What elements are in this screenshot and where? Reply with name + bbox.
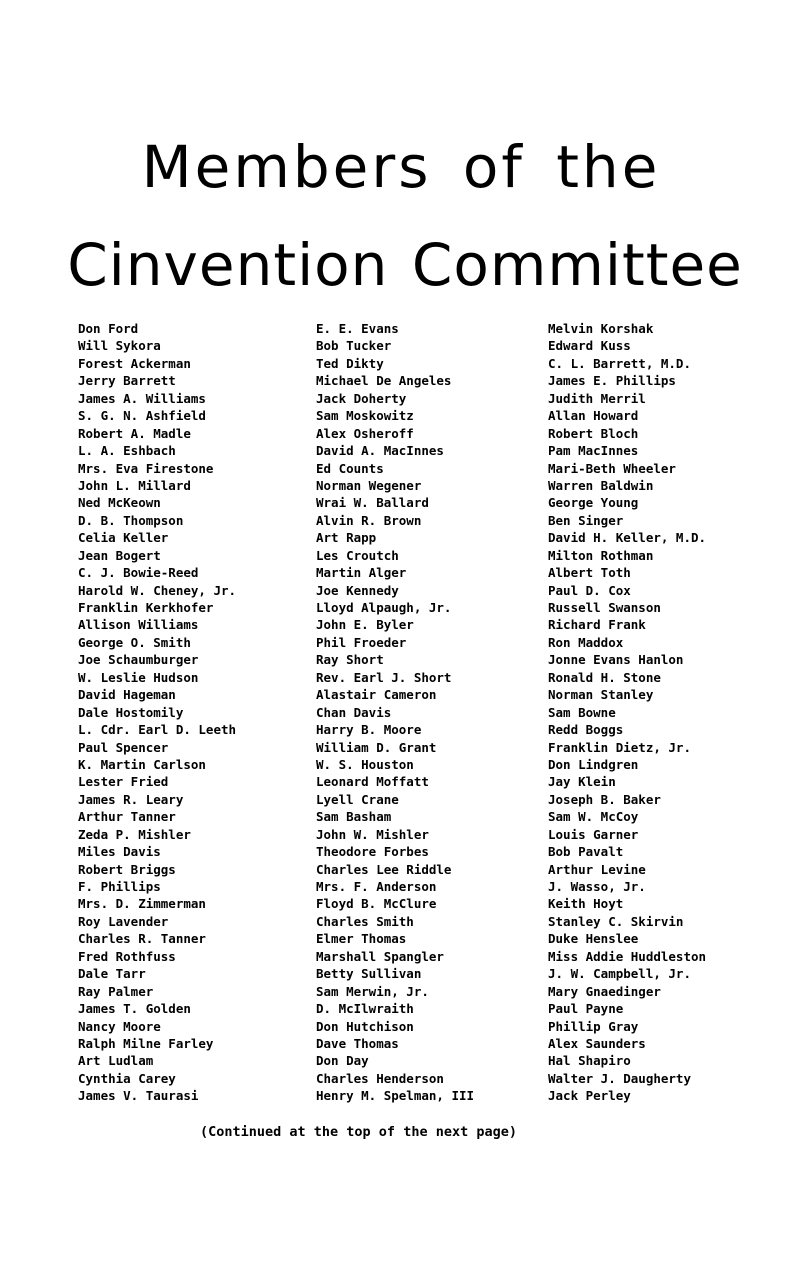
member-name: Norman Wegener — [316, 477, 422, 493]
member-name: Jay Klein — [548, 774, 616, 790]
member-name: Alex Osheroff — [316, 425, 414, 441]
member-name: Milton Rothman — [548, 547, 654, 563]
member-column-1 — [78, 320, 236, 1105]
member-name: John E. Byler — [316, 617, 414, 633]
member-name: Celia Keller — [78, 530, 169, 546]
member-name: Ron Maddox — [548, 634, 624, 650]
member-name: Miss Addie Huddleston — [548, 948, 707, 964]
member-name: Joseph B. Baker — [548, 791, 661, 807]
member-name: Redd Boggs — [548, 722, 624, 738]
member-name: David A. MacInnes — [316, 443, 444, 459]
member-name: James A. Williams — [78, 390, 206, 406]
member-name: Phillip Gray — [548, 1018, 639, 1034]
member-name: Fred Rothfuss — [78, 948, 176, 964]
member-name: Franklin Kerkhofer — [78, 600, 214, 615]
member-name: Louis Garner — [548, 826, 639, 842]
continuation-note: (Continued at the top of the next page) — [200, 1124, 517, 1140]
member-name: L. A. Eshbach — [78, 443, 176, 459]
member-name: Don Hutchison — [316, 1018, 414, 1034]
member-name: Robert Briggs — [78, 861, 176, 877]
member-name: Dave Thomas — [316, 1035, 399, 1051]
member-name: Alvin R. Brown — [316, 512, 422, 528]
member-name: Ronald H. Stone — [548, 669, 661, 685]
member-name: Sam W. McCoy — [548, 809, 639, 825]
member-name: Ray Palmer — [78, 983, 154, 999]
member-name: Alastair Cameron — [316, 687, 437, 703]
member-name: Jonne Evans Hanlon — [548, 652, 684, 668]
member-name: Art Ludlam — [78, 1053, 154, 1069]
member-name: Bob Pavalt — [548, 844, 624, 860]
member-name: James V. Taurasi — [78, 1088, 199, 1104]
member-name: Leonard Moffatt — [316, 774, 429, 790]
member-name: Ray Short — [316, 652, 384, 668]
member-name: James E. Phillips — [548, 373, 676, 389]
member-name: J. Wasso, Jr. — [548, 879, 646, 894]
member-name: J. W. Campbell, Jr. — [548, 966, 691, 982]
member-name: Richard Frank — [548, 617, 646, 633]
member-name: Hal Shapiro — [548, 1053, 631, 1069]
member-name: C. J. Bowie-Reed — [78, 565, 199, 581]
member-name: L. Cdr. Earl D. Leeth — [78, 722, 237, 738]
member-name: William D. Grant — [316, 739, 437, 755]
member-name: W. Leslie Hudson — [78, 669, 199, 685]
member-name: Duke Henslee — [548, 931, 639, 947]
member-name: Zeda P. Mishler — [78, 826, 191, 842]
member-name: Sam Bowne — [548, 704, 616, 720]
member-name: Floyd B. McClure — [316, 896, 437, 912]
member-name: Joe Schaumburger — [78, 652, 199, 668]
member-name: F. Phillips — [78, 879, 161, 894]
member-name: Elmer Thomas — [316, 931, 407, 947]
member-name: Jean Bogert — [78, 547, 161, 563]
member-name: Norman Stanley — [548, 687, 654, 703]
member-name: Lloyd Alpaugh, Jr. — [316, 600, 452, 615]
member-name: Sam Moskowitz — [316, 408, 414, 424]
member-name: Allison Williams — [78, 617, 199, 633]
member-name: Mrs. Eva Firestone — [78, 460, 214, 476]
member-name: Will Sykora — [78, 338, 161, 354]
member-name: Paul Spencer — [78, 739, 169, 755]
member-name: Melvin Korshak — [548, 321, 654, 336]
member-name: Don Day — [316, 1053, 369, 1069]
member-name: Mari-Beth Wheeler — [548, 460, 676, 476]
member-name: David H. Keller, M.D. — [548, 530, 707, 546]
member-name: Ned McKeown — [78, 495, 161, 511]
member-name: Warren Baldwin — [548, 477, 654, 493]
member-name: Theodore Forbes — [316, 844, 429, 860]
member-name: Alex Saunders — [548, 1035, 646, 1051]
member-name: James T. Golden — [78, 1001, 191, 1017]
member-name: Don Ford — [78, 321, 139, 336]
member-name: Paul D. Cox — [548, 582, 631, 598]
member-name: Sam Merwin, Jr. — [316, 983, 429, 999]
member-name: David Hageman — [78, 687, 176, 703]
member-name: Charles R. Tanner — [78, 931, 206, 947]
member-name: Charles Lee Riddle — [316, 861, 452, 877]
member-name: Nancy Moore — [78, 1018, 161, 1034]
member-name: Betty Sullivan — [316, 966, 422, 982]
member-name: John W. Mishler — [316, 826, 429, 842]
member-name: W. S. Houston — [316, 756, 414, 772]
member-name: Don Lindgren — [548, 756, 639, 772]
member-name: Chan Davis — [316, 704, 392, 720]
member-name: Sam Basham — [316, 809, 392, 825]
member-name: K. Martin Carlson — [78, 756, 206, 772]
member-name: Dale Tarr — [78, 966, 146, 982]
member-name: Edward Kuss — [548, 338, 631, 354]
member-name: Cynthia Carey — [78, 1070, 176, 1086]
member-column-2 — [316, 320, 474, 1105]
member-name: Miles Davis — [78, 844, 161, 860]
member-name: Arthur Levine — [548, 861, 646, 877]
member-name: Roy Lavender — [78, 913, 169, 929]
member-name: Les Croutch — [316, 547, 399, 563]
member-name: D. McIlwraith — [316, 1001, 414, 1017]
member-name: Robert Bloch — [548, 425, 639, 441]
member-name: Stanley C. Skirvin — [548, 913, 684, 929]
member-name: Allan Howard — [548, 408, 639, 424]
member-name: Phil Froeder — [316, 634, 407, 650]
member-name: Martin Alger — [316, 565, 407, 581]
member-name: Ted Dikty — [316, 355, 384, 371]
member-name: C. L. Barrett, M.D. — [548, 355, 691, 371]
member-name: Franklin Dietz, Jr. — [548, 739, 691, 755]
member-name: Jack Doherty — [316, 390, 407, 406]
member-name: Rev. Earl J. Short — [316, 669, 452, 685]
member-column-3 — [548, 320, 706, 1105]
member-name: Russell Swanson — [548, 600, 661, 615]
member-name: Albert Toth — [548, 565, 631, 581]
member-name: Lester Fried — [78, 774, 169, 790]
member-name: Mrs. F. Anderson — [316, 879, 437, 894]
member-name: Marshall Spangler — [316, 948, 444, 964]
member-name: Harry B. Moore — [316, 722, 422, 738]
member-name: James R. Leary — [78, 791, 184, 807]
member-name: Ben Singer — [548, 512, 624, 528]
member-name: D. B. Thompson — [78, 512, 184, 528]
member-name: Mary Gnaedinger — [548, 983, 661, 999]
member-name: Bob Tucker — [316, 338, 392, 354]
member-name: Charles Smith — [316, 913, 414, 929]
member-name: E. E. Evans — [316, 321, 399, 336]
member-name: Jerry Barrett — [78, 373, 176, 389]
member-name: Lyell Crane — [316, 791, 399, 807]
member-name: George O. Smith — [78, 634, 191, 650]
member-name: John L. Millard — [78, 477, 191, 493]
page-title-line-1: Members of the — [141, 133, 661, 201]
member-name: Paul Payne — [548, 1001, 624, 1017]
member-name: Forest Ackerman — [78, 355, 191, 371]
member-name: Jack Perley — [548, 1088, 631, 1104]
member-name: Walter J. Daugherty — [548, 1070, 691, 1086]
page-title-line-2: Cinvention Committee — [67, 231, 743, 299]
member-name: Ed Counts — [316, 460, 384, 476]
member-name: Mrs. D. Zimmerman — [78, 896, 206, 912]
member-name: George Young — [548, 495, 639, 511]
member-name: Keith Hoyt — [548, 896, 624, 912]
member-name: Henry M. Spelman, III — [316, 1088, 475, 1104]
member-name: Wrai W. Ballard — [316, 495, 429, 511]
member-name: Arthur Tanner — [78, 809, 176, 825]
member-name: Joe Kennedy — [316, 582, 399, 598]
member-name: Ralph Milne Farley — [78, 1035, 214, 1051]
member-name: Charles Henderson — [316, 1070, 444, 1086]
member-name: Dale Hostomily — [78, 704, 184, 720]
member-name: Robert A. Madle — [78, 425, 191, 441]
member-name: Michael De Angeles — [316, 373, 452, 389]
member-name: S. G. N. Ashfield — [78, 408, 206, 424]
member-name: Art Rapp — [316, 530, 377, 546]
member-name: Harold W. Cheney, Jr. — [78, 582, 237, 598]
member-name: Judith Merril — [548, 390, 646, 406]
member-name: Pam MacInnes — [548, 443, 639, 459]
